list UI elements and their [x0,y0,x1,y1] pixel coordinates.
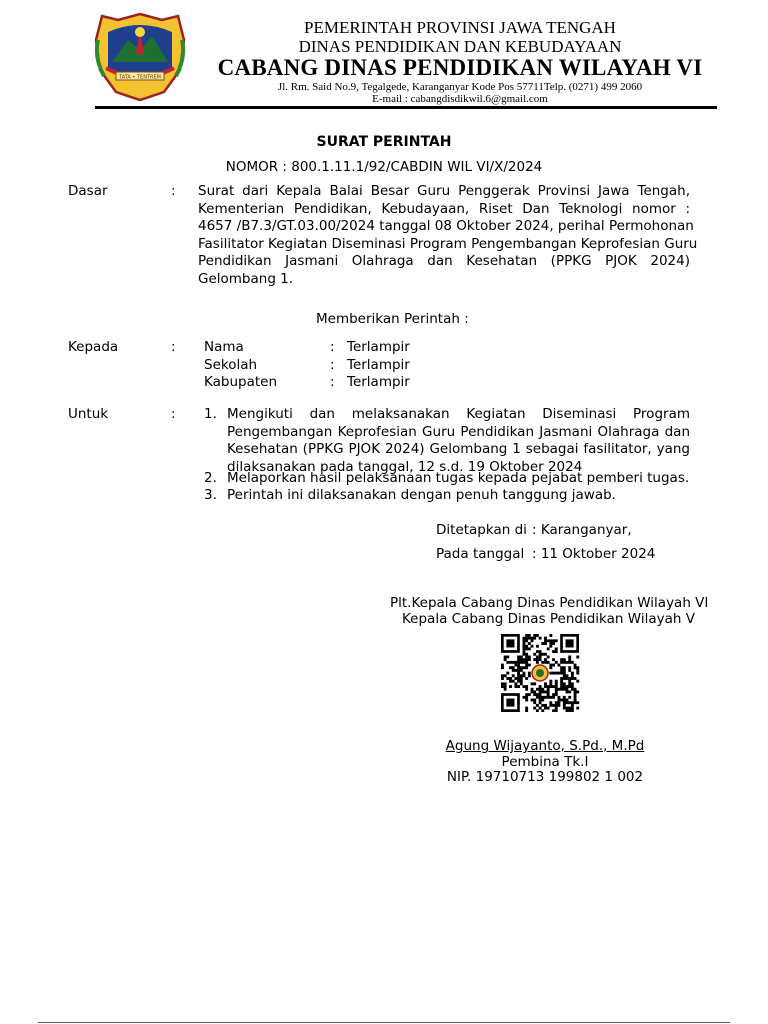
signer-title-1: Plt.Kepala Cabang Dinas Pendidikan Wilayah VI [390,595,709,611]
untuk-item-line: dilaksanakan pada tanggal, 12 s.d. 19 Oktober 2024 [227,458,583,475]
tanggal-value: : 11 Oktober 2024 [532,546,656,562]
dasar-line: Kementerian Pendidikan, Kebudayaan, Riset Dan Teknologi nomor : [198,200,690,217]
dasar-line: Pendidikan Jasmani Olahraga dan Kesehatan (PPKG PJOK 2024) [198,253,690,269]
kepada-field-label: Kabupaten [204,374,278,390]
ditetapkan-value: : Karanganyar, [532,522,632,538]
ditetapkan-label: Ditetapkan di [436,522,527,538]
untuk-label: Untuk [68,406,109,422]
untuk-item-line: Kesehatan (PPKG PJOK 2024) Gelombang 1 sebagai fasilitator, yang [227,441,690,457]
page-bottom-edge [38,1022,730,1023]
kop-branch: CABANG DINAS PENDIDIKAN WILAYAH VI [217,55,703,80]
dasar-line: Gelombang 1. [198,270,294,287]
kepada-field-label: Sekolah [204,357,258,373]
dasar-line: 4657 /B7.3/GT.03.00/2024 tanggal 08 Oktober 2024, perihal Permohonan [198,218,694,234]
kop-department: DINAS PENDIDIKAN DAN KEBUDAYAAN [298,37,622,56]
untuk-colon: : [171,406,176,422]
signer-nip: NIP. 19710713 199802 1 002 [446,769,644,785]
kepada-label: Kepada [68,339,119,355]
untuk-item-line: Perintah ini dilaksanakan dengan penuh tanggung jawab. [227,487,616,503]
document-number: NOMOR : 800.1.11.1/92/CABDIN WIL VI/X/2024 [225,159,543,175]
dasar-label: Dasar [68,183,108,199]
document-title: SURAT PERINTAH [316,134,452,150]
qr-code [498,634,582,712]
kop-email: E-mail : cabangdisdikwil.6@gmail.com [372,93,548,105]
untuk-item-number: 2. [204,470,217,486]
kepada-colon: : [171,339,176,355]
letterhead-divider [95,106,717,109]
signer-name: Agung Wijayanto, S.Pd., M.Pd [445,738,645,754]
dasar-line: Surat dari Kepala Balai Besar Guru Penggerak Provinsi Jawa Tengah, [198,183,690,199]
provincial-logo [92,10,188,102]
dasar-line: Fasilitator Kegiatan Diseminasi Program Pengembangan Keprofesian Guru [198,235,698,252]
untuk-item-line: Melaporkan hasil pelaksanaan tugas kepada pejabat pemberi tugas. [227,470,690,486]
kepada-field-value: Terlampir [347,374,410,390]
signer-title-2: Kepala Cabang Dinas Pendidikan Wilayah V [402,611,695,627]
kepada-field-colon: : [330,357,335,373]
dasar-colon: : [171,183,176,199]
signer-rank: Pembina Tk.I [501,754,589,770]
kop-province: PEMERINTAH PROVINSI JAWA TENGAH [304,18,616,37]
memberikan-perintah: Memberikan Perintah : [316,311,469,327]
kepada-field-colon: : [330,374,335,390]
kepada-field-colon: : [330,339,335,355]
untuk-item [227,406,690,476]
kop-address: Jl. Rm. Said No.9, Tegalgede, Karanganyar Kode Pos 57711Telp. (0271) 499 2060 [277,81,643,93]
kepada-field-value: Terlampir [347,357,410,373]
untuk-item-number: 3. [204,487,217,503]
kepada-field-value: Terlampir [347,339,410,355]
untuk-item-line: Pengembangan Keprofesian Guru Pendidikan Jasmani Olahraga dan [227,423,690,440]
kepada-field-label: Nama [204,339,244,355]
tanggal-label: Pada tanggal [436,546,525,562]
untuk-item-number: 1. [204,406,217,422]
logo-text: TATA • TENTREM [119,74,161,81]
untuk-item-line: Mengikuti dan melaksanakan Kegiatan Diseminasi Program [227,406,690,422]
dasar-paragraph [198,183,698,288]
